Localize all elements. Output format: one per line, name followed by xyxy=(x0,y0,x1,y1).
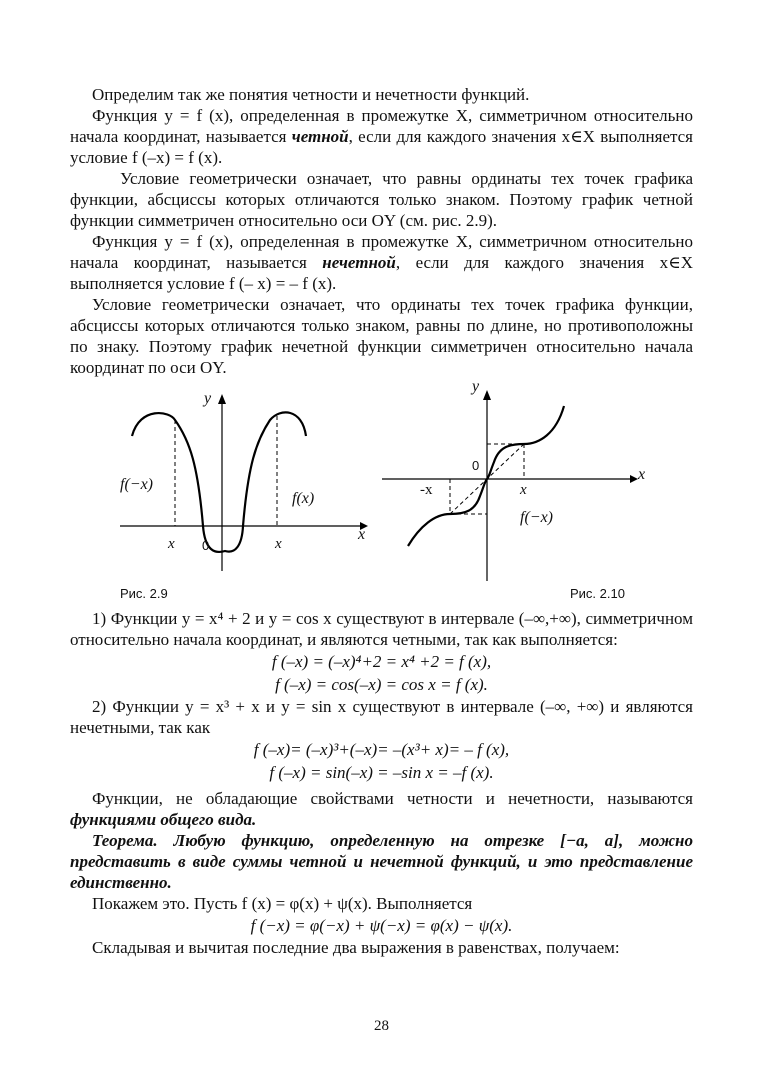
term-odd: нечетной xyxy=(322,253,396,272)
text-span: , если для каждого значения x∈X выполняется условие f (–x) = f (x). xyxy=(70,127,693,167)
term-even: четной xyxy=(291,127,349,146)
y-label: y xyxy=(472,378,480,395)
y-axis-arrow xyxy=(483,390,491,400)
tick-pos: x xyxy=(520,482,527,498)
theorem: Теорема. Любую функцию, определенную на отрезке [−a, a], можно представить в виде суммы четной и нечетной функций, и это представление единственно. xyxy=(70,831,693,892)
paragraph-odd-def xyxy=(70,231,693,294)
figures-row xyxy=(70,378,693,608)
example-1-eq-1: f (–x) = (–x)⁴+2 = x⁴ +2 = f (x), xyxy=(271,652,492,671)
x-label: x xyxy=(638,466,646,483)
y-label: y xyxy=(204,390,212,407)
even-function-graph xyxy=(70,386,370,576)
tick-right: x xyxy=(275,536,282,552)
x-label: x xyxy=(358,526,366,543)
example-1-eq-2: f (–x) = cos(–x) = cos x = f (x). xyxy=(275,675,488,694)
caption-fig-2-9: Рис. 2.9 xyxy=(120,586,168,601)
origin-label: 0 xyxy=(202,538,210,553)
y-axis-arrow xyxy=(218,394,226,404)
even-curve xyxy=(132,412,306,552)
right-func-label: f(x) xyxy=(292,490,315,507)
tick-left: x xyxy=(168,536,175,552)
term-general: функциями общего вида. xyxy=(70,810,257,829)
page-body xyxy=(70,84,693,958)
func-label: f(−x) xyxy=(520,509,553,526)
text-span: , если для каждого значения x∈X выполняется условие f (– x) = – f (x). xyxy=(70,253,693,293)
caption-fig-2-10: Рис. 2.10 xyxy=(570,586,625,601)
paragraph-even-def xyxy=(70,105,693,168)
example-2: 2) Функции y = x³ + x и y = sin x существуют в интервале (–∞, +∞) и являются нечетными, так как xyxy=(70,697,693,737)
proof-equation: f (−x) = φ(−x) + ψ(−x) = φ(x) − ψ(x). xyxy=(250,916,513,935)
figure-even xyxy=(70,386,370,601)
paragraph-even-geom: Условие геометрически означает, что равны ординаты тех точек графика функции, абсциссы которых отличаются только знаком. Поэтому график четной функции симметричен относительно оси OY (см. рис. 2.9). xyxy=(70,169,693,230)
paragraph-proof-continue: Складывая и вычитая последние два выражения в равенствах, получаем: xyxy=(92,938,620,957)
paragraph-general xyxy=(70,788,693,830)
paragraph-1: Определим так же понятия четности и нечетности функций. xyxy=(92,85,530,104)
paragraph-proof-start: Покажем это. Пусть f (x) = φ(x) + ψ(x). Выполняется xyxy=(92,894,473,913)
tick-neg: -x xyxy=(420,482,433,498)
figure-odd xyxy=(380,378,693,601)
text-span: Функция y = f (x), определенная в промежутке X, симметричном относительно начала координат, называется xyxy=(70,232,693,272)
origin-label: 0 xyxy=(472,458,480,473)
paragraph-odd-geom: Условие геометрически означает, что ординаты тех точек графика функции, абсциссы которых отличаются только знаком, равны по длине, но противоположны по знаку. Поэтому график нечетной функции симметричен относительно начала координат по оси OY. xyxy=(70,295,693,377)
example-2-eq-1: f (–x)= (–x)³+(–x)= –(x³+ x)= – f (x), xyxy=(253,740,510,759)
example-2-eq-2: f (–x) = sin(–x) = –sin x = –f (x). xyxy=(269,763,494,782)
left-func-label: f(−x) xyxy=(120,476,153,493)
example-1: 1) Функции y = x⁴ + 2 и y = cos x существуют в интервале (–∞,+∞), симметричном относительно начала координат, и являются четными, так как выполняется: xyxy=(70,609,693,649)
page-number: 28 xyxy=(374,1018,389,1034)
text-span: Функции, не обладающие свойствами четности и нечетности, называются xyxy=(92,789,693,808)
x-axis-arrow xyxy=(630,475,638,483)
text-span: Функция y = f (x), определенная в промежутке X, симметричном относительно начала координат, называется xyxy=(70,106,693,146)
